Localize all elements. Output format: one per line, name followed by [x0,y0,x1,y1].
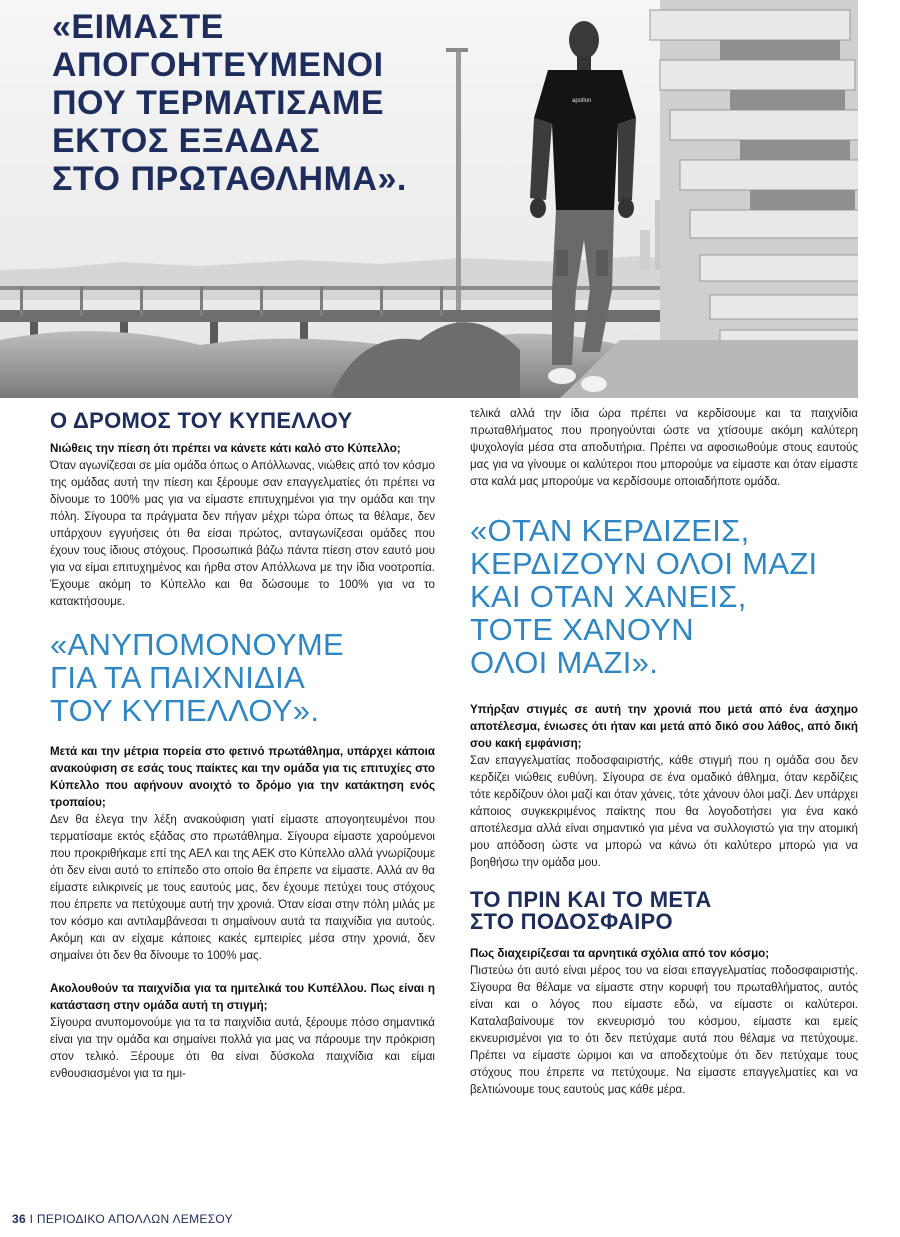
right-column [470,405,858,1098]
hero-photo [0,0,858,398]
left-column [50,410,435,1082]
publication-name: ΠΕΡΙΟΔΙΚΟ ΑΠΟΛΛΩΝ ΛΕΜΕΣΟΥ [36,1212,233,1226]
page-number: 36 [12,1212,26,1226]
footer-separator: I [29,1212,34,1226]
pull-quote: «ΟΤΑΝ ΚΕΡΔΙΖΕΙΣ, ΚΕΡΔΙΖΟΥΝ ΟΛΟΙ ΜΑΖΙ ΚΑΙ ΟΤΑΝ ΧΑΝΕΙΣ, ΤΟΤΕ ΧΑΝΟΥΝ ΟΛΟΙ ΜΑΖΙ». [470,513,818,680]
interview-answer: Πιστεύω ότι αυτό είναι μέρος του να είσαι επαγγελματίας ποδοσφαιριστής. Σίγουρα θα θέλαμε να είμαστε στην κορυφή του πρωταθλήματος, αυτός είναι και ο λόγος που είμαστε εδώ, να είμαστε οι καλύτεροι. Καταλαβαίνουμε τον εκνευρισμό του κόσμου, είμαστε και εμείς εκνευρισμένοι για το ότι δεν πετύχαμε αυτά που θέλαμε να πετύχουμε. Πρέπει να είμαστε ώριμοι και να αποδεχτούμε ότι δεν πετύχαμε τους στόχους που έπρεπε να πετύχουμε. Να είμαστε επαγγελματίες και να βελτιώνουμε τους εαυτούς μας κάθε μέρα. [470,964,858,1096]
hero-quote: «ΕΙΜΑΣΤΕ ΑΠΟΓΟΗΤΕΥΜΕΝΟΙ ΠΟΥ ΤΕΡΜΑΤΙΣΑΜΕ ΕΚΤΟΣ ΕΞΑΔΑΣ ΣΤΟ ΠΡΩΤΑΘΛΗΜΑ». [52,8,407,198]
interview-question: Νιώθεις την πίεση ότι πρέπει να κάνετε κάτι καλό στο Κύπελλο; [50,442,401,455]
shirt-text: apollon [572,98,592,104]
page-footer [12,1212,233,1226]
interview-answer: Σίγουρα ανυπομονούμε για τα τα παιχνίδια αυτά, ξέρουμε πόσο σημαντικά είναι για την ομάδα και σημαίνει πολλά για μας να πάρουμε την πρόκριση στον τελικό. Ξέρουμε ότι θα είναι δύσκολα παιχνίδια και είμαι ενθουσιασμένοι για τα ημι- [50,1016,435,1080]
interview-question: Μετά και την μέτρια πορεία στο φετινό πρωτάθλημα, υπάρχει κάποια ανακούφιση σε εσάς τους παίκτες και την ομάδα για τις επιτυχίες στο Κύπελλο που αφήνουν ανοιχτό το δρόμο για την κατάκτηση ενός τροπαίου; [50,745,435,809]
interview-question: Πως διαχειρίζεσαι τα αρνητικά σχόλια από τον κόσμο; [470,947,770,960]
section-heading-cup-road: Ο ΔΡΟΜΟΣ ΤΟΥ ΚΥΠΕΛΛΟΥ [50,408,353,433]
interview-question: Ακολουθούν τα παιχνίδια για τα ημιτελικά του Κυπέλλου. Πως είναι η κατάσταση στην ομάδα αυτή τη στιγμή; [50,982,435,1012]
section-heading-before-after: ΤΟ ΠΡΙΝ ΚΑΙ ΤΟ ΜΕΤΑ ΣΤΟ ΠΟΔΟΣΦΑΙΡΟ [470,887,712,934]
interview-answer: Σαν επαγγελματίας ποδοσφαιριστής, κάθε στιγμή που η ομάδα σου δεν κερδίζει νιώθεις ευθύνη. Σίγουρα σε ένα ομαδικό άθλημα, όταν κερδίζεις τότε κερδίζουν όλοι μαζί και όταν χάνεις, τότε χάνουν όλοι μαζί. Δεν υπάρχει κάποιος συγκεκριμένος παίκτης που θα λογοδοτήσει για ένα κακό αποτέλεσμα αλλά είναι σημαντικό για μένα να συλλογιστώ για την ατομική μου απόδοση ώστε να μπορώ να κάνω ότι καλύτερο μπορώ για να βοηθήσω την ομάδα μου. [470,754,858,869]
interview-answer: Όταν αγωνίζεσαι σε μία ομάδα όπως ο Απόλλωνας, νιώθεις από τον κόσμο της ομάδας αυτή την πίεση και ξέρουμε σαν επαγγελματίες ότι πρέπει να δίνουμε το 100% μας για να είμαστε επιτυχημένοι για την ομάδα και την πόλη. Σίγουρα τα πράγματα δεν πήγαν μέχρι τώρα όπως τα θέλαμε, δεν υπάρχουν εγγυήσεις ότι θα είσαι πρώτος, ανταγωνίζεσαι ομάδες που έχουν τους ίδιους στόχους. Προσωπικά βάζω πάντα πίεση στον εαυτό μου για να είμαι επιτυχημένος και ήρθα στον Απόλλωνα με την ίδια νοοτροπία. Έχουμε ακόμη το Κύπελλο και θα δώσουμε το 100% για να το κατακτήσουμε. [50,459,435,608]
interview-answer: Δεν θα έλεγα την λέξη ανακούφιση γιατί είμαστε απογοητευμένοι που τερματίσαμε εκτός εξάδας στο πρωτάθλημα. Σίγουρα είμαστε χαρούμενοι που προκριθήκαμε επί της ΑΕΛ και της ΑΕΚ στο Κύπελλο αλλά γνωρίζουμε ότι δεν είναι αυτό το επίπεδο στο οποίο θα έπρεπε να είμαστε. Αλλά αν θα είμαστε ειλικρινείς με τους εαυτούς μας, δεν έχουμε πετύχει τους στόχους που έπρεπε να πετύχουμε αυτή την χρονιά. Όταν είσαι στην πόλη μιλάς με τον κόσμο και αντιλαμβάνεσαι τι σημαίνουν αυτά τα παιχνίδια για αυτούς. Ακόμη και αν είχαμε κάποιες κακές εμπειρίες μέσα στην χρονιά, δεν σημαίνει ότι δεν θα δίνουμε το 100% μας. [50,813,435,962]
interview-answer-continued: τελικά αλλά την ίδια ώρα πρέπει να κερδίσουμε και τα παιχνίδια πρωταθλήματος που προηγούνται ώστε να χτίσουμε ακόμη καλύτερη ψυχολογία μέσα στα αποδυτήρια. Πρέπει να αφοσιωθούμε στους εαυτούς μας για να γίνουμε οι καλύτεροι που μπορούμε να είμαστε και όταν είμαστε στα καλά μας μπορούμε να κερδίσουμε οποιαδήποτε ομάδα. [470,407,858,488]
interview-question: Υπήρξαν στιγμές σε αυτή την χρονιά που μετά από ένα άσχημο αποτέλεσμα, ένιωσες ότι ήταν και μετά από δικό σου λάθος, από δική σου κακή εμφάνιση; [470,703,858,750]
pull-quote: «ΑΝΥΠΟΜΟΝΟΥΜΕ ΓΙΑ ΤΑ ΠΑΙΧΝΙΔΙΑ ΤΟΥ ΚΥΠΕΛΛΟΥ». [50,627,344,728]
